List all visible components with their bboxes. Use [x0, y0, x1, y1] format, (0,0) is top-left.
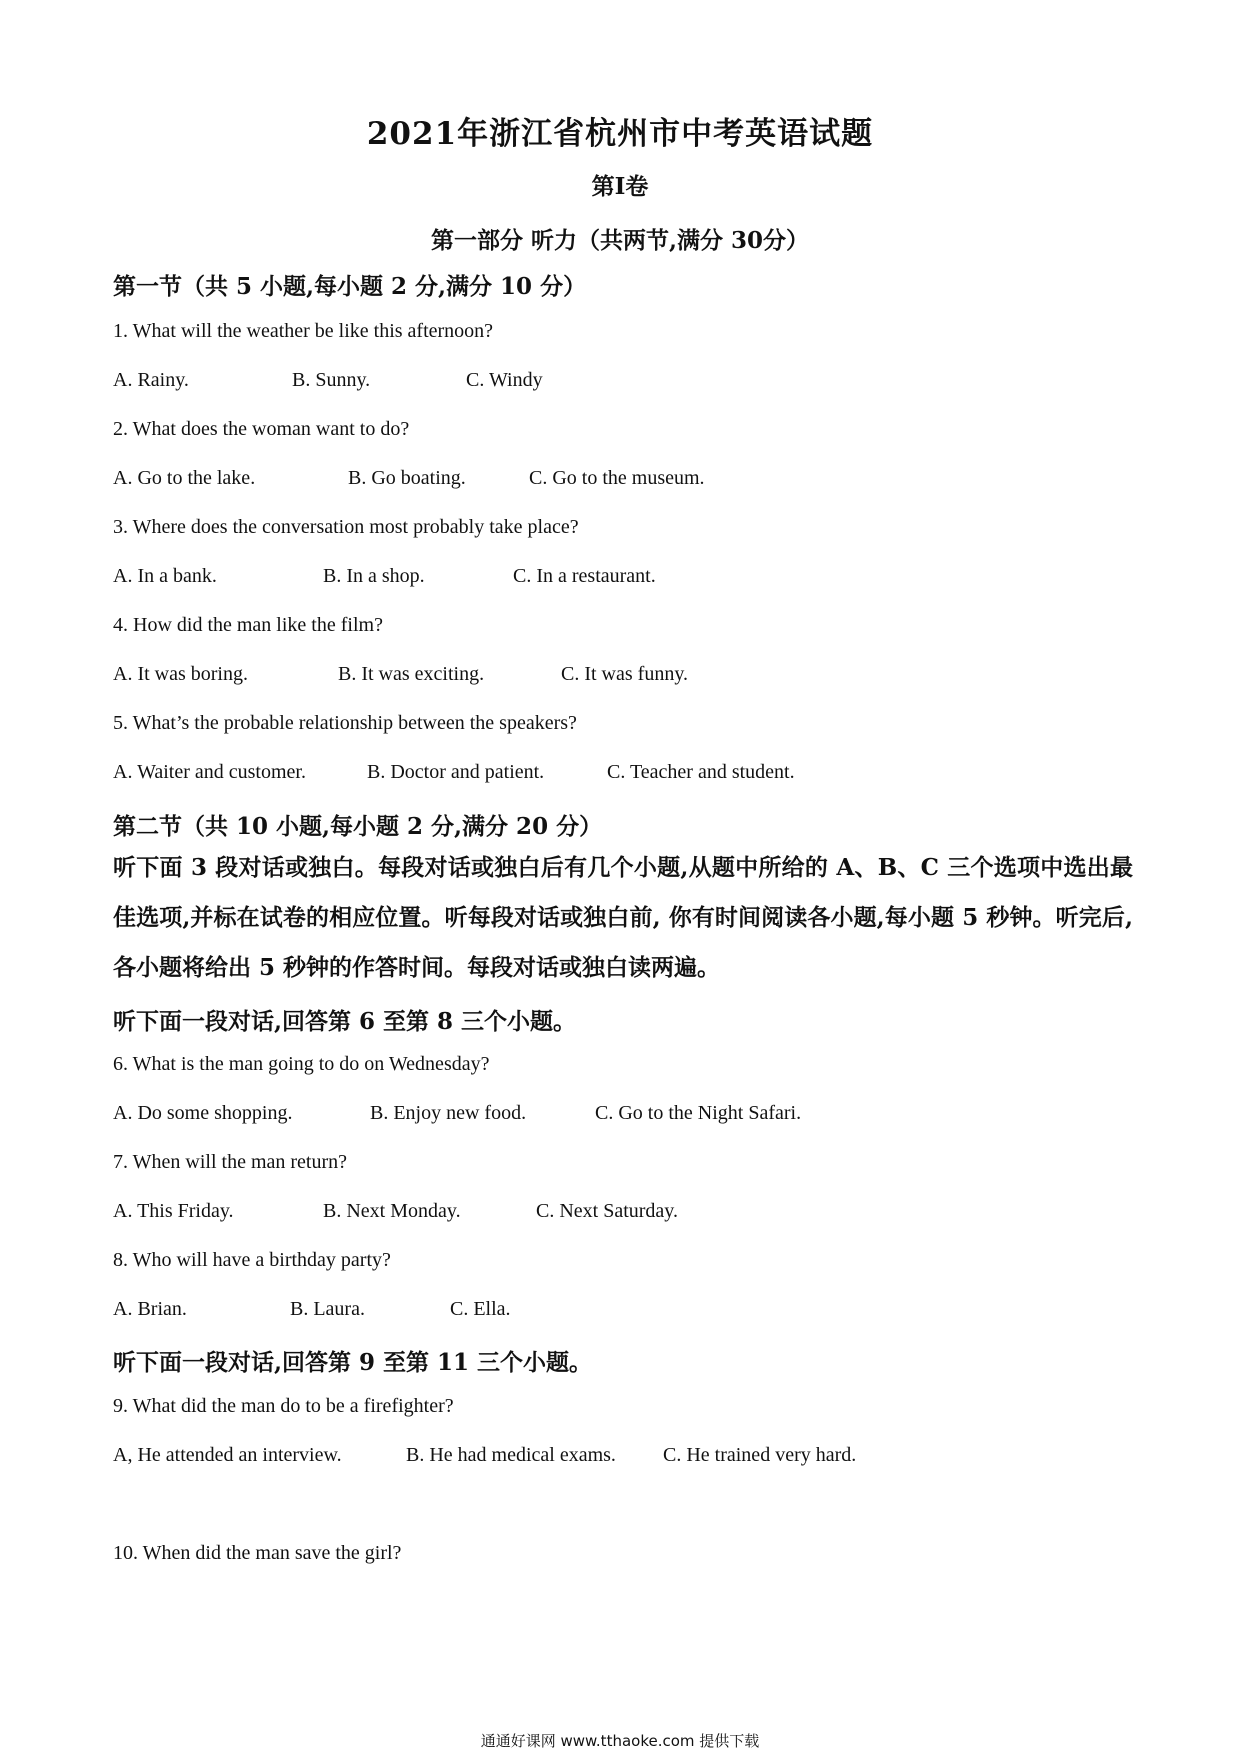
q6-option-b: B. Enjoy new food.	[370, 1102, 527, 1124]
q9-option-a: A, He attended an interview.	[113, 1444, 342, 1466]
q1-option-a: A. Rainy.	[113, 369, 189, 391]
q4-option-b: B. It was exciting.	[338, 663, 485, 685]
question-1: 1. What will the weather be like this afternoon?	[113, 320, 494, 342]
q2-option-a: A. Go to the lake.	[113, 467, 256, 489]
q9-option-c: C. He trained very hard.	[663, 1444, 857, 1466]
section1-heading: 第一节（共 5 小题,每小题 2 分,满分 10 分）	[113, 273, 587, 300]
question-10: 10. When did the man save the girl?	[113, 1542, 402, 1564]
question-6: 6. What is the man going to do on Wednesday?	[113, 1053, 490, 1075]
q8-option-c: C. Ella.	[450, 1298, 511, 1320]
part1-heading: 第一部分 听力（共两节,满分 30分）	[430, 227, 810, 254]
dialogue2-heading: 听下面一段对话,回答第 9 至第 11 三个小题。	[113, 1349, 593, 1376]
question-4: 4. How did the man like the film?	[113, 614, 383, 636]
question-3: 3. Where does the conversation most probably take place?	[113, 516, 579, 538]
exam-title: 2021年浙江省杭州市中考英语试题	[366, 116, 874, 152]
question-7: 7. When will the man return?	[113, 1151, 348, 1173]
q5-option-a: A. Waiter and customer.	[113, 761, 306, 783]
q2-option-b: B. Go boating.	[348, 467, 466, 489]
question-5: 5. What’s the probable relationship between the speakers?	[113, 712, 577, 734]
question-9: 9. What did the man do to be a firefighter?	[113, 1395, 454, 1417]
q6-option-c: C. Go to the Night Safari.	[595, 1102, 802, 1124]
q4-option-c: C. It was funny.	[561, 663, 689, 685]
q4-option-a: A. It was boring.	[113, 663, 248, 685]
q8-option-b: B. Laura.	[290, 1298, 365, 1320]
q2-option-c: C. Go to the museum.	[529, 467, 705, 489]
q7-option-c: C. Next Saturday.	[536, 1200, 679, 1222]
q5-option-b: B. Doctor and patient.	[367, 761, 545, 783]
q7-option-a: A. This Friday.	[113, 1200, 234, 1222]
download-footer: 通通好课网 www.tthaoke.com 提供下载	[480, 1732, 760, 1750]
volume-heading: 第Ⅰ卷	[591, 173, 649, 200]
q5-option-c: C. Teacher and student.	[607, 761, 795, 783]
question-2: 2. What does the woman want to do?	[113, 418, 410, 440]
q6-option-a: A. Do some shopping.	[113, 1102, 293, 1124]
q3-option-b: B. In a shop.	[323, 565, 425, 587]
q9-option-b: B. He had medical exams.	[406, 1444, 616, 1466]
dialogue1-heading: 听下面一段对话,回答第 6 至第 8 三个小题。	[113, 1008, 577, 1035]
q3-option-a: A. In a bank.	[113, 565, 217, 587]
section2-heading: 第二节（共 10 小题,每小题 2 分,满分 20 分）	[113, 813, 603, 840]
q8-option-a: A. Brian.	[113, 1298, 187, 1320]
q1-option-c: C. Windy	[466, 369, 543, 391]
q7-option-b: B. Next Monday.	[323, 1200, 461, 1222]
q3-option-c: C. In a restaurant.	[513, 565, 656, 587]
question-8: 8. Who will have a birthday party?	[113, 1249, 391, 1271]
section2-instructions: 听下面 3 段对话或独白。每段对话或独白后有几个小题,从题中所给的 A、B、C 三个选项中选出最佳选项,并标在试卷的相应位置。听每段对话或独白前, 你有时间阅读各小题,每小题 5 秒钟。听完后,各小题将给出 5 秒钟的作答时间。每段对话或独白读两遍。	[113, 854, 1133, 981]
q1-option-b: B. Sunny.	[292, 369, 371, 391]
